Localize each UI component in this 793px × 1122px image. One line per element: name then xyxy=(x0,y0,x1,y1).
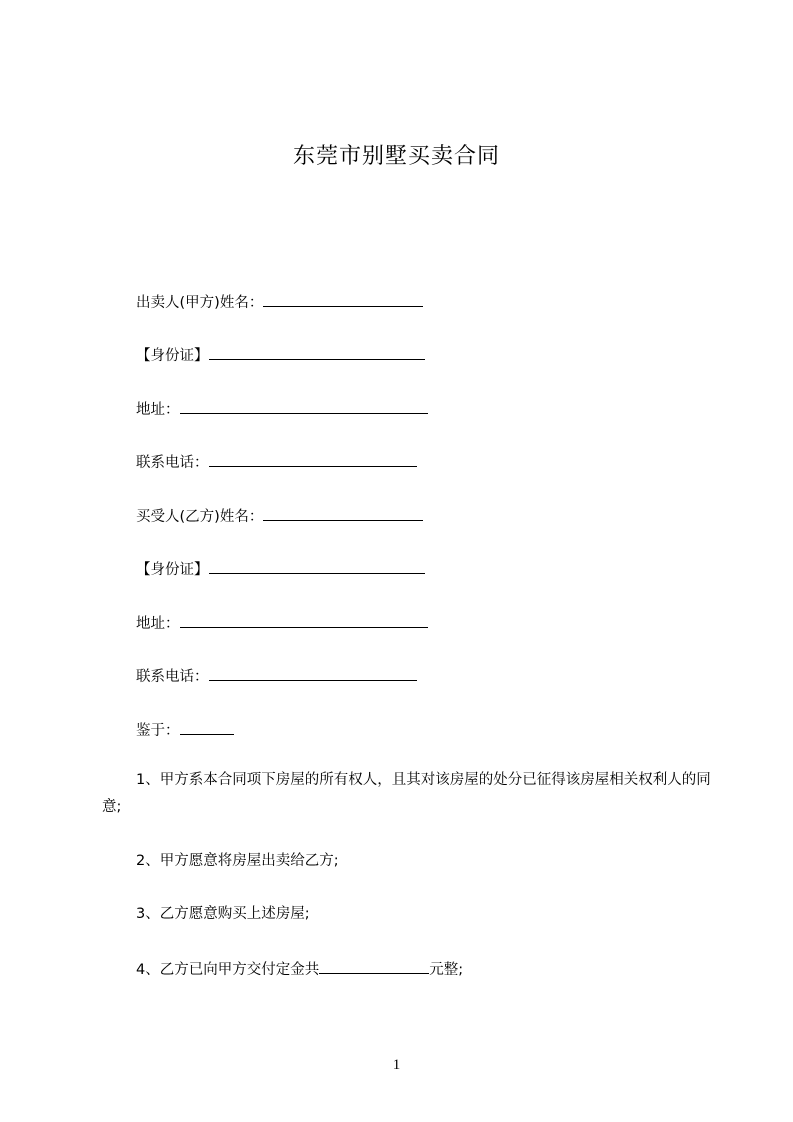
seller-address-row xyxy=(136,398,428,420)
seller-name-label: 出卖人(甲方)姓名： xyxy=(136,295,264,311)
buyer-name-label: 买受人(乙方)姓名： xyxy=(136,509,264,525)
buyer-phone-row xyxy=(136,665,417,687)
seller-id-row xyxy=(136,344,425,366)
buyer-phone-label: 联系电话： xyxy=(136,669,209,685)
buyer-name-blank xyxy=(263,505,423,521)
seller-id-label: 【身份证】 xyxy=(136,348,209,364)
clause-4-row xyxy=(136,958,463,980)
whereas-row xyxy=(136,719,234,741)
seller-id-blank xyxy=(209,344,425,360)
buyer-phone-blank xyxy=(209,665,417,681)
page-number: 1 xyxy=(392,1057,401,1073)
buyer-name-row xyxy=(136,505,423,527)
clause-4-prefix: 4、乙方已向甲方交付定金共 xyxy=(136,962,320,978)
buyer-id-blank xyxy=(209,558,425,574)
buyer-address-blank xyxy=(180,612,428,628)
buyer-id-label: 【身份证】 xyxy=(136,562,209,578)
whereas-blank xyxy=(180,719,234,735)
seller-address-blank xyxy=(180,398,428,414)
buyer-address-row xyxy=(136,612,428,634)
clause-2: 2、甲方愿意将房屋出卖给乙方; xyxy=(136,853,339,869)
seller-phone-row xyxy=(136,451,417,473)
buyer-address-label: 地址： xyxy=(136,616,180,632)
seller-name-row xyxy=(136,291,423,313)
seller-name-blank xyxy=(263,291,423,307)
seller-phone-blank xyxy=(209,451,417,467)
deposit-amount-blank xyxy=(319,958,429,974)
seller-phone-label: 联系电话： xyxy=(136,455,209,471)
clause-1: 1、甲方系本合同项下房屋的所有权人，且其对该房屋的处分已征得该房屋相关权利人的同意; xyxy=(102,772,711,815)
clause-4-suffix: 元整; xyxy=(429,962,464,978)
clause-3: 3、乙方愿意购买上述房屋; xyxy=(136,906,310,922)
whereas-label: 鉴于： xyxy=(136,723,180,739)
document-title: 东莞市别墅买卖合同 xyxy=(292,144,500,169)
buyer-id-row xyxy=(136,558,425,580)
seller-address-label: 地址： xyxy=(136,402,180,418)
